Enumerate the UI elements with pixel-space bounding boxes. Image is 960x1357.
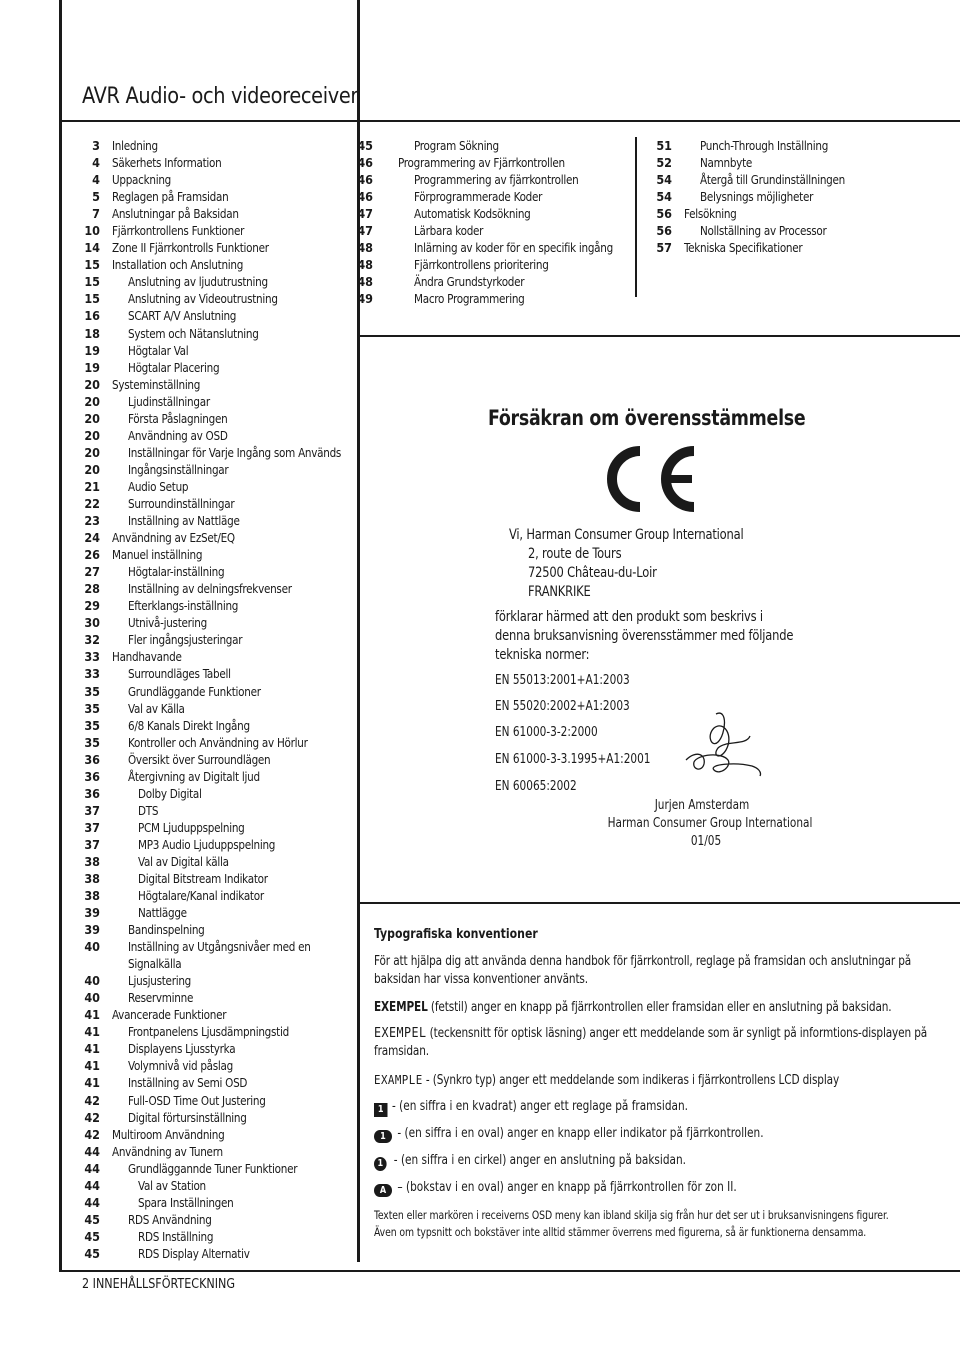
bold-example-word: EXEMPEL: [374, 1000, 428, 1015]
toc-entry-title: Nollställning av Processor: [700, 223, 827, 239]
bold-example-text: (fetstil) anger en knapp på fjärrkontrollen eller framsidan eller en anslutning på baksidan.: [427, 1000, 892, 1015]
toc-page-number: 41: [84, 1024, 100, 1040]
toc-entry-title: Inledning: [112, 138, 158, 153]
toc-page-number: 27: [84, 564, 100, 580]
toc-page-number: 45: [84, 1228, 100, 1244]
toc-entry-title: Högtalare/Kanal indikator: [138, 888, 264, 904]
toc-entry: [60, 785, 352, 802]
toc-page-number: 29: [84, 598, 100, 614]
toc-entry-title: Säkerhets Information: [112, 155, 222, 171]
toc-entry: [632, 171, 932, 188]
toc-entry-title: Reglagen på Framsidan: [112, 189, 229, 205]
typography-lcd-example: [374, 1071, 950, 1090]
toc-entry-title: Automatisk Kodsökning: [414, 206, 531, 222]
toc-entry: [60, 887, 352, 904]
toc-entry-title: Volymnivå vid påslag: [128, 1058, 234, 1074]
toc-entry: [632, 154, 932, 171]
toc-entry-title: System och Nätanslutning: [128, 325, 259, 341]
conformity-statement-line: denna bruksanvisning överensstämmer med följande: [495, 628, 794, 644]
toc-entry-title: Uppackning: [112, 172, 172, 188]
toc-entry-title: Inställning av Nattläge: [128, 513, 240, 529]
toc-entry: [60, 648, 352, 665]
toc-page-number: 45: [357, 138, 373, 153]
toc-entry-title: Anslutning av Videoutrustning: [128, 291, 278, 307]
toc-entry-title: Första Påslagningen: [128, 410, 228, 426]
symbol-circle-line: [374, 1152, 686, 1171]
toc-entry-title: Zone II Fjärrkontrolls Funktioner: [112, 240, 269, 256]
toc-entry-title: Anslutning av ljudutrustning: [128, 274, 268, 290]
toc-page-number: 14: [84, 240, 100, 256]
toc-entry-title: Dolby Digital: [138, 785, 202, 801]
toc-page-number: 41: [84, 1058, 100, 1074]
toc-entry: [60, 836, 352, 853]
toc-entry: [333, 171, 633, 188]
toc-entry: [60, 700, 352, 717]
toc-page-number: 22: [84, 495, 100, 511]
toc-entry-title: Multiroom Användning: [112, 1126, 225, 1142]
toc-page-number: 48: [357, 240, 373, 256]
toc-entry: [60, 870, 352, 887]
toc-entry-title: Avancerade Funktioner: [112, 1007, 227, 1023]
toc-page-number: 51: [656, 138, 672, 153]
toc-entry-title: Surroundinställningar: [128, 495, 235, 511]
toc-page-number: 36: [84, 768, 100, 784]
toc-entry: [60, 580, 352, 597]
toc-page-number: 5: [92, 189, 100, 205]
norm-item: EN 60065:2002: [495, 779, 577, 794]
oval-number-icon: 1: [374, 1130, 392, 1143]
toc-page-number: 49: [357, 291, 373, 307]
typography-note: Även om typsnitt och bokstäver inte alltid stämmer överrens med figurerna, så är funktionerna densamma.: [374, 1225, 867, 1239]
toc-page-number: 28: [84, 581, 100, 597]
toc-entry: [60, 819, 352, 836]
toc-page-number: 38: [84, 888, 100, 904]
toc-entry-title: RDS Användning: [128, 1211, 212, 1227]
toc-entry: [632, 239, 932, 256]
toc-entry-title: Användning av OSD: [128, 427, 228, 443]
toc-page-number: 46: [357, 155, 373, 171]
toc-page-number: 18: [84, 325, 100, 341]
signature-date: 01/05: [690, 834, 722, 849]
symbol-circle-text: - (en siffra i en cirkel) anger en anslutning på baksidan.: [393, 1153, 686, 1168]
toc-page-number: 19: [84, 342, 100, 358]
toc-entry: [60, 717, 352, 734]
lcd-example-text: - (Synkro typ) anger ett meddelande som indikeras i fjärrkontrollens LCD display: [422, 1073, 840, 1088]
toc-entry-title: Fjärrkontrollens prioritering: [414, 257, 549, 273]
toc-page-number: 36: [84, 751, 100, 767]
toc-page-number: 56: [656, 206, 672, 222]
toc-page-number: 15: [84, 257, 100, 273]
toc-page-number: 15: [84, 274, 100, 290]
toc-entry: [60, 495, 352, 512]
toc-entry: [60, 1074, 352, 1091]
toc-page-number: 40: [84, 990, 100, 1006]
typography-note: Texten eller markören i receiverns OSD meny kan ibland skilja sig från hur det ser ut i bruksanvisningens figurer.: [374, 1208, 889, 1222]
toc-entry-title: Installation och Anslutning: [112, 257, 244, 273]
norm-item: EN 55020:2002+A1:2003: [495, 699, 630, 714]
toc-page-number: 44: [84, 1194, 100, 1210]
toc-page-number: 44: [84, 1177, 100, 1193]
toc-entry-title: DTS: [138, 802, 159, 818]
toc-left-column: [60, 137, 352, 1262]
signer-company: Harman Consumer Group International: [607, 816, 813, 831]
toc-entry: [632, 188, 932, 205]
toc-entry-title: Förprogrammerade Koder: [414, 189, 543, 205]
toc-entry-title: Audio Setup: [128, 478, 189, 494]
toc-entry-title: Systeminställning: [112, 376, 201, 392]
toc-entry-title: Digital förtursinställning: [128, 1109, 247, 1125]
toc-entry-title: RDS Inställning: [138, 1228, 214, 1244]
toc-entry-title: Inställning av Utgångsnivåer med en Signalkälla: [128, 939, 311, 972]
norm-item: EN 55013:2001+A1:2003: [495, 673, 630, 688]
toc-page-number: 35: [84, 700, 100, 716]
toc-entry-title: Handhavande: [112, 649, 182, 665]
toc-entry: [60, 972, 352, 989]
top-horizontal-rule: [59, 120, 960, 122]
signer-name: Jurjen Amsterdam: [654, 798, 750, 813]
toc-entry: [60, 342, 352, 359]
toc-entry-title: Belysnings möjligheter: [700, 189, 814, 205]
conformity-address-line: 72500 Château-du-Loir: [528, 565, 657, 581]
toc-page-number: 39: [84, 905, 100, 921]
toc-entry: [60, 1194, 352, 1211]
toc-entry: [60, 1177, 352, 1194]
toc-entry: [632, 137, 932, 154]
toc-entry: [60, 683, 352, 700]
toc-page-number: 52: [656, 155, 672, 171]
toc-entry: [60, 427, 352, 444]
toc-entry: [60, 1109, 352, 1126]
conformity-address-line: FRANKRIKE: [528, 584, 591, 600]
page-footer: 2 INNEHÅLLSFÖRTECKNING: [82, 1276, 236, 1292]
toc-entry-title: Tekniska Specifikationer: [684, 240, 803, 256]
toc-entry-title: Val av Digital källa: [138, 853, 229, 869]
toc-page-number: 54: [656, 172, 672, 188]
toc-entry-title: Felsökning: [684, 206, 737, 222]
toc-entry: [60, 768, 352, 785]
toc-entry-title: Val av Station: [138, 1177, 206, 1193]
toc-entry: [60, 325, 352, 342]
toc-page-number: 20: [84, 444, 100, 460]
conformity-address-line: 2, route de Tours: [528, 546, 622, 562]
toc-entry-title: Namnbyte: [700, 155, 753, 171]
toc-entry: [333, 222, 633, 239]
toc-page-number: 48: [357, 257, 373, 273]
toc-entry: [60, 1245, 352, 1262]
toc-entry: [60, 461, 352, 478]
toc-page-number: 38: [84, 871, 100, 887]
toc-entry: [60, 938, 352, 972]
toc-entry: [60, 222, 352, 239]
toc-entry: [60, 1228, 352, 1245]
toc-entry: [60, 1006, 352, 1023]
toc-entry-title: Inställning av Semi OSD: [128, 1075, 248, 1091]
toc-entry-title: Grundläggande Funktioner: [128, 683, 261, 699]
toc-page-number: 10: [84, 223, 100, 239]
toc-page-number: 56: [656, 223, 672, 239]
toc-page-number: 20: [84, 461, 100, 477]
toc-page-number: 45: [84, 1211, 100, 1227]
typography-bold-example: [374, 999, 950, 1017]
toc-entry-title: Högtalar Placering: [128, 359, 220, 375]
toc-entry: [60, 1092, 352, 1109]
toc-page-number: 20: [84, 376, 100, 392]
typography-mono-example: [374, 1025, 950, 1061]
toc-entry: [60, 478, 352, 495]
toc-page-number: 46: [357, 189, 373, 205]
toc-page-number: 41: [84, 1007, 100, 1023]
norm-item: EN 61000-3-2:2000: [495, 725, 598, 740]
lcd-example-word: EXAMPLE: [374, 1073, 423, 1087]
toc-entry-title: Högtalar-inställning: [128, 564, 225, 580]
ce-mark-icon: [604, 445, 700, 513]
toc-page-number: 4: [92, 172, 100, 188]
toc-page-number: 48: [357, 274, 373, 290]
toc-entry: [60, 614, 352, 631]
toc-entry: [333, 239, 633, 256]
toc-entry: [60, 734, 352, 751]
toc-entry: [60, 154, 352, 171]
toc-entry: [60, 1040, 352, 1057]
toc-page-number: 35: [84, 717, 100, 733]
toc-entry: [60, 904, 352, 921]
toc-entry: [333, 205, 633, 222]
toc-page-number: 4: [92, 155, 100, 171]
toc-entry-title: Ljusjustering: [128, 973, 192, 989]
toc-entry: [60, 171, 352, 188]
toc-entry-title: Anslutningar på Baksidan: [112, 206, 239, 222]
toc-entry-title: Inlärning av koder för en specifik ingång: [414, 240, 613, 256]
conformity-address-line: Vi, Harman Consumer Group International: [509, 527, 744, 543]
toc-entry: [60, 1126, 352, 1143]
toc-entry-title: Fler ingångsjusteringar: [128, 632, 243, 648]
toc-page-number: 47: [357, 223, 373, 239]
toc-page-number: 41: [84, 1041, 100, 1057]
toc-page-number: 24: [84, 530, 100, 546]
circle-number-icon: 1: [374, 1157, 387, 1171]
toc-entry-title: PCM Ljuduppspelning: [138, 819, 245, 835]
toc-entry-title: Surroundläges Tabell: [128, 666, 231, 682]
toc-entry-title: Punch-Through Inställning: [700, 138, 829, 153]
toc-entry-title: Återgå till Grundinställningen: [700, 172, 845, 188]
signature-image: [676, 706, 766, 796]
toc-page-number: 33: [84, 666, 100, 682]
toc-entry: [60, 444, 352, 461]
toc-page-number: 45: [84, 1245, 100, 1261]
toc-page-number: 37: [84, 836, 100, 852]
symbol-oval-text: - (en siffra i en oval) anger en knapp eller indikator på fjärrkontrollen.: [397, 1126, 764, 1141]
toc-entry-title: Full-OSD Time Out Justering: [128, 1092, 266, 1108]
toc-entry: [333, 273, 633, 290]
toc-entry-title: Val av Källa: [128, 700, 185, 716]
typography-top-rule: [360, 902, 960, 904]
toc-middle-column: [333, 137, 633, 307]
bottom-horizontal-rule: [59, 1270, 960, 1272]
toc-entry: [60, 546, 352, 563]
toc-entry-title: Användning av Tunern: [112, 1143, 223, 1159]
toc-entry-title: Inställning av delningsfrekvenser: [128, 581, 292, 597]
toc-entry: [333, 290, 633, 307]
toc-page-number: 44: [84, 1143, 100, 1159]
toc-entry-title: MP3 Audio Ljuduppspelning: [138, 836, 276, 852]
toc-entry: [632, 205, 932, 222]
toc-entry-title: Lärbara koder: [414, 223, 484, 239]
toc-entry: [60, 410, 352, 427]
toc-entry: [60, 1143, 352, 1160]
toc-entry-title: Användning av EzSet/EQ: [112, 530, 235, 546]
toc-entry: [60, 256, 352, 273]
toc-entry-title: Efterklangs-inställning: [128, 598, 239, 614]
toc-page-number: 32: [84, 632, 100, 648]
mono-example-word: EXEMPEL: [374, 1026, 427, 1041]
toc-entry-title: Manuel inställning: [112, 547, 203, 563]
toc-entry-title: Reservminne: [128, 990, 194, 1006]
toc-page-number: 16: [84, 308, 100, 324]
symbol-letter-text: – (bokstav i en oval) anger en knapp på fjärrkontrollen för zon II.: [397, 1180, 737, 1195]
toc-entry-title: SCART A/V Anslutning: [128, 308, 237, 324]
toc-entry: [60, 188, 352, 205]
toc-entry: [60, 563, 352, 580]
toc-entry-title: Fjärrkontrollens Funktioner: [112, 223, 245, 239]
toc-page-number: 57: [656, 240, 672, 256]
toc-entry-title: Displayens Ljusstyrka: [128, 1041, 236, 1057]
toc-entry: [60, 307, 352, 324]
toc-entry: [60, 376, 352, 393]
toc-entry: [60, 751, 352, 768]
symbol-square-line: [374, 1098, 688, 1117]
page-title: AVR Audio- och videoreceiver: [82, 84, 359, 109]
toc-entry-title: Frontpanelens Ljusdämpningstid: [128, 1024, 289, 1040]
toc-page-number: 26: [84, 547, 100, 563]
toc-entry: [60, 1160, 352, 1177]
toc-page-number: 19: [84, 359, 100, 375]
toc-entry-title: Utnivå-justering: [128, 615, 207, 631]
toc-entry-title: Ljudinställningar: [128, 393, 210, 409]
toc-entry: [333, 188, 633, 205]
toc-page-number: 37: [84, 802, 100, 818]
toc-page-number: 46: [357, 172, 373, 188]
toc-entry: [60, 239, 352, 256]
toc-page-number: 42: [84, 1126, 100, 1142]
toc-entry-title: Programmering av fjärrkontrollen: [414, 172, 579, 188]
conformity-top-rule: [360, 335, 960, 337]
toc-entry: [60, 853, 352, 870]
toc-page-number: 15: [84, 291, 100, 307]
mono-example-text: (teckensnitt för optisk läsning) anger ett meddelande som är synligt på informtions-displayen på framsidan.: [374, 1026, 928, 1059]
toc-entry: [60, 1211, 352, 1228]
toc-entry: [60, 989, 352, 1006]
toc-page-number: 37: [84, 819, 100, 835]
toc-page-number: 42: [84, 1092, 100, 1108]
toc-entry: [60, 665, 352, 682]
toc-page-number: 40: [84, 973, 100, 989]
toc-entry: [60, 1057, 352, 1074]
toc-page-number: 7: [92, 206, 100, 222]
square-number-icon: 1: [374, 1103, 388, 1117]
toc-page-number: 47: [357, 206, 373, 222]
toc-page-number: 30: [84, 615, 100, 631]
toc-entry: [333, 154, 633, 171]
toc-entry-title: Spara Inställningen: [138, 1194, 234, 1210]
typography-intro: För att hjälpa dig att använda denna handbok för fjärrkontroll, reglage på framsidan och anslutningar på baksidan har vissa konventioner använts.: [374, 954, 912, 987]
toc-page-number: 36: [84, 785, 100, 801]
toc-entry: [60, 393, 352, 410]
toc-page-number: 54: [656, 189, 672, 205]
toc-entry-title: Ändra Grundstyrkoder: [414, 274, 525, 290]
toc-entry-title: Programmering av Fjärrkontrollen: [398, 155, 565, 171]
toc-page-number: 39: [84, 922, 100, 938]
toc-entry-title: Högtalar Val: [128, 342, 189, 358]
toc-entry-title: Inställningar för Varje Ingång som Används: [128, 444, 342, 460]
conformity-statement-line: tekniska normer:: [495, 647, 590, 663]
toc-page-number: 20: [84, 393, 100, 409]
toc-entry: [632, 222, 932, 239]
toc-page-number: 44: [84, 1160, 100, 1176]
toc-entry-title: Bandinspelning: [128, 922, 205, 938]
toc-right-column: [632, 137, 932, 256]
toc-page-number: 21: [84, 478, 100, 494]
toc-page-number: 35: [84, 683, 100, 699]
toc-entry: [333, 256, 633, 273]
typography-title: Typografiska konventioner: [374, 926, 538, 942]
toc-entry-title: Digital Bitstream Indikator: [138, 871, 268, 887]
toc-entry: [60, 631, 352, 648]
toc-entry-title: Macro Programmering: [414, 291, 525, 307]
toc-entry: [60, 921, 352, 938]
toc-entry: [60, 512, 352, 529]
oval-letter-icon: A: [374, 1184, 392, 1197]
symbol-oval-line: [374, 1125, 764, 1143]
toc-entry-title: Återgivning av Digitalt ljud: [128, 768, 260, 784]
toc-page-number: 42: [84, 1109, 100, 1125]
symbol-square-text: - (en siffra i en kvadrat) anger ett reglage på framsidan.: [392, 1099, 688, 1114]
toc-entry: [60, 597, 352, 614]
toc-entry-title: Program Sökning: [414, 138, 499, 153]
toc-page-number: 23: [84, 513, 100, 529]
conformity-title: Försäkran om överensstämmelse: [488, 406, 806, 431]
toc-entry: [60, 205, 352, 222]
norm-item: EN 61000-3-3.1995+A1:2001: [495, 752, 651, 767]
conformity-statement-line: förklarar härmed att den produkt som beskrivs i: [495, 609, 763, 625]
toc-entry-title: Kontroller och Användning av Hörlur: [128, 734, 308, 750]
toc-page-number: 3: [92, 138, 100, 153]
toc-entry: [60, 802, 352, 819]
toc-entry: [60, 359, 352, 376]
toc-entry: [333, 137, 633, 154]
toc-entry: [60, 1023, 352, 1040]
toc-entry-title: Översikt över Surroundlägen: [128, 751, 271, 767]
toc-entry-title: RDS Display Alternativ: [138, 1245, 250, 1261]
toc-entry-title: Ingångsinställningar: [128, 461, 229, 477]
toc-entry-title: 6/8 Kanals Direkt Ingång: [128, 717, 250, 733]
symbol-letter-line: [374, 1179, 737, 1197]
toc-entry: [60, 273, 352, 290]
toc-entry: [60, 137, 352, 154]
toc-page-number: 41: [84, 1075, 100, 1091]
toc-entry: [60, 529, 352, 546]
toc-page-number: 20: [84, 410, 100, 426]
toc-page-number: 38: [84, 853, 100, 869]
toc-entry: [60, 290, 352, 307]
toc-page-number: 35: [84, 734, 100, 750]
toc-entry-title: Nattlägge: [138, 905, 187, 921]
toc-page-number: 40: [84, 939, 100, 955]
toc-page-number: 33: [84, 649, 100, 665]
toc-entry-title: Grundläggannde Tuner Funktioner: [128, 1160, 298, 1176]
toc-page-number: 20: [84, 427, 100, 443]
